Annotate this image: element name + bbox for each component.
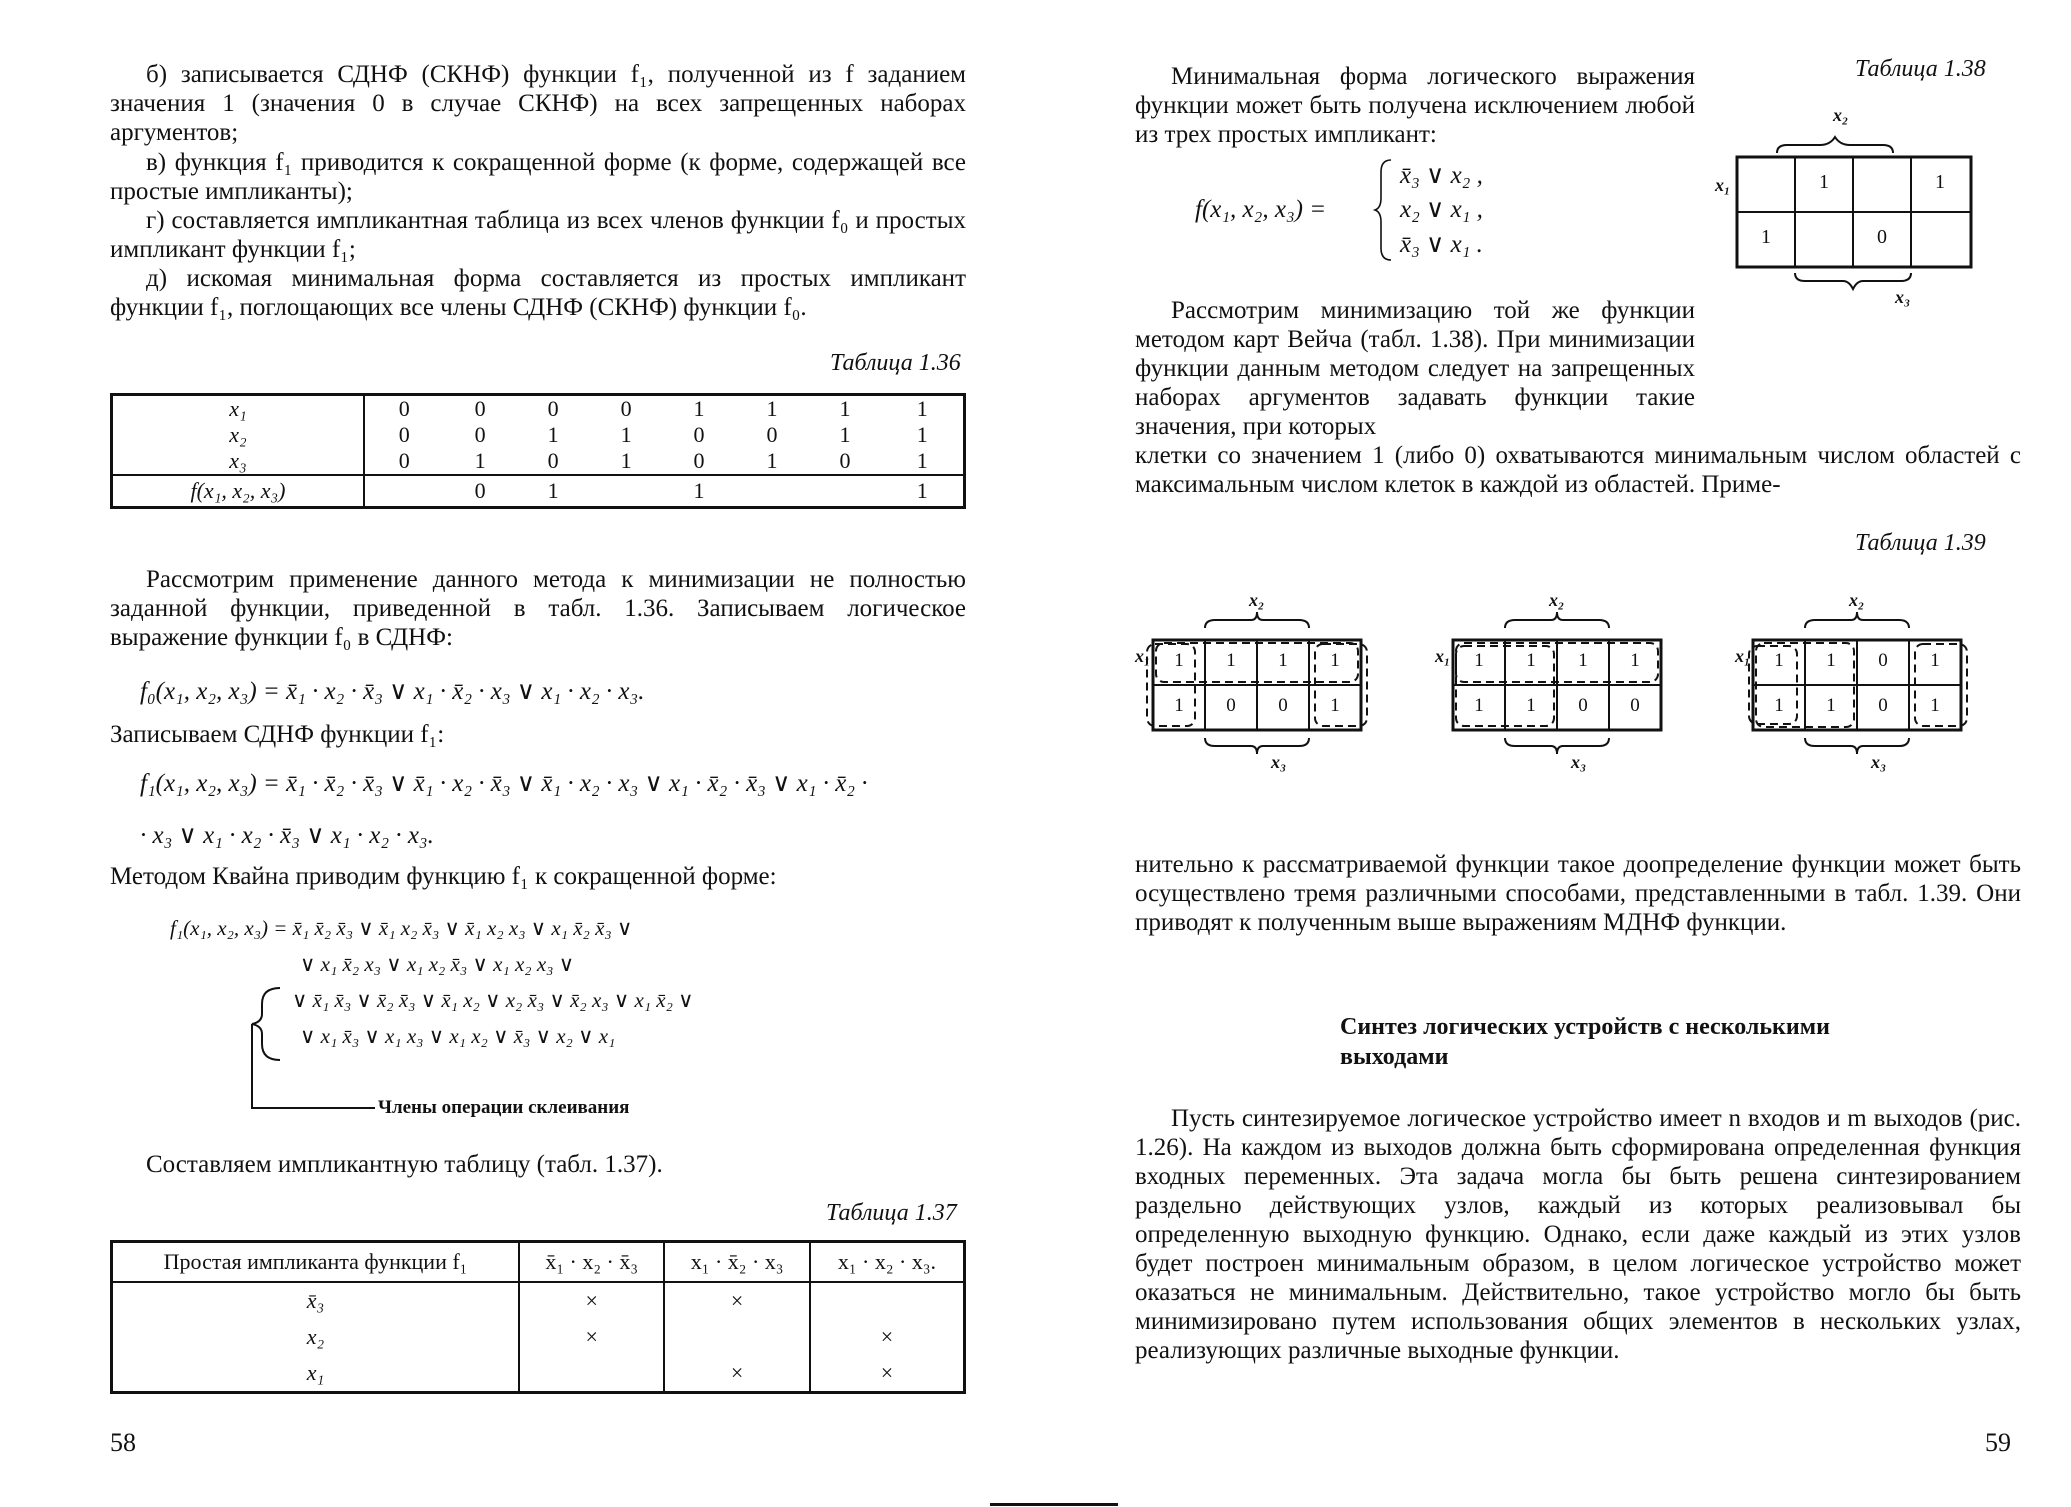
table37-header-cell: x̄₁ · x₂ · x̄₃ <box>519 1242 664 1283</box>
table36-cell: 1 <box>916 422 928 447</box>
truth-table-1-36 <box>110 393 966 509</box>
kmap39-cell: 1 <box>1526 695 1536 716</box>
kmap39-x3-label: x₃ <box>1871 752 1887 772</box>
table36-cell: 1 <box>474 448 486 473</box>
table36-row-label: x₃ <box>112 448 365 475</box>
table36-cell <box>809 475 882 508</box>
table36-cell: 0 <box>766 422 778 447</box>
paragraph-b: б) записывается СДНФ (СКНФ) функции f₁, полученной из f заданием значения 1 (значения 0 в случае СКНФ) на всех запрещенных наборах аргументов; <box>110 61 966 146</box>
table37-mark: × <box>810 1355 965 1393</box>
kmap-1-39-1 <box>1135 590 1425 790</box>
quine-line1: f₁(x₁, x₂, x₃) = x̄₁ x̄₂ x̄₃ ∨ x̄₁ x₂ x̄₃ ∨ x̄₁ x₂ x₃ ∨ x₁ x̄₂ x̄₃ ∨ <box>170 916 633 940</box>
table37-header-cell: Простая импликанта функции f₁ <box>112 1242 520 1283</box>
kmap39-cell: 1 <box>1578 650 1588 671</box>
kmap-1-39-2 <box>1435 590 1725 790</box>
table37-mark: × <box>664 1282 809 1319</box>
paragraph-consider: Рассмотрим применение данного метода к минимизации не полностью заданной функции, приведенной в табл. 1.36. Записываем логическое выражение функции f₀ в СДНФ: <box>110 566 966 651</box>
table36-cell <box>736 475 809 508</box>
gluing-bracket <box>240 984 380 1124</box>
kmap39-cell: 1 <box>1226 650 1236 671</box>
kmap38-x2-label: x₂ <box>1833 105 1849 125</box>
table38-caption: Таблица 1.38 <box>1855 56 1986 82</box>
kmap39-cell: 1 <box>1330 695 1340 716</box>
quine-line4: ∨ x₁ x̄₃ ∨ x₁ x₃ ∨ x₁ x₂ ∨ x̄₃ ∨ x₂ ∨ x₁ <box>300 1024 616 1048</box>
table36-cell: 1 <box>663 475 736 508</box>
table37-row-label: x̄₃ <box>112 1282 520 1319</box>
table36-cell: 0 <box>444 475 517 508</box>
table36-cell: 0 <box>398 422 410 447</box>
kmap39-cell: 0 <box>1578 695 1588 716</box>
table36-cell: 0 <box>474 422 486 447</box>
kmap-1-39-3 <box>1735 590 2025 790</box>
paragraph-d: д) искомая минимальная форма составляется из простых импликант функции f₁, поглощающих все члены СДНФ (СКНФ) функции f₀. <box>110 265 966 321</box>
table37-header-cell: x₁ · x̄₂ · x₃ <box>664 1242 809 1283</box>
table36-cell: 0 <box>547 448 559 473</box>
f-option-3: x̄₃ ∨ x₁ . <box>1400 231 1483 258</box>
table36-cell: 1 <box>620 422 632 447</box>
system-brace <box>1373 158 1393 262</box>
kmap38-cell: 0 <box>1877 226 1887 248</box>
kmap39-cell: 1 <box>1174 695 1184 716</box>
paragraph-sdnf-f1: Записываем СДНФ функции f₁: <box>110 721 445 748</box>
table36-row <box>112 395 965 423</box>
table36-cell: 0 <box>693 448 705 473</box>
table36-cell: 1 <box>517 475 590 508</box>
paragraph-veitch: Рассмотрим минимизацию той же функции методом карт Вейча (табл. 1.38). При минимизации функции данным методом следует на запрещенных наборах аргументов задавать функции такие значения, при которых <box>1135 297 1695 440</box>
table37-mark: × <box>810 1319 965 1355</box>
paragraph-apply: нительно к рассматриваемой функции такое доопределение функции может быть осуществлено тремя различными способами, представленными в табл. 1.39. Они приводят к полученным выше выражениям МДНФ функции. <box>1135 851 2021 936</box>
kmap39-cell: 1 <box>1826 695 1836 716</box>
table36-cell: 0 <box>693 422 705 447</box>
kmap39-cell: 1 <box>1474 650 1484 671</box>
table36-caption: Таблица 1.36 <box>830 350 961 376</box>
quine-line2: ∨ x₁ x̄₂ x₃ ∨ x₁ x₂ x̄₃ ∨ x₁ x₂ x₃ ∨ <box>300 952 575 976</box>
page-number-left: 58 <box>110 1428 136 1457</box>
table36-cell: 1 <box>766 448 778 473</box>
table36-cell: 0 <box>398 396 410 421</box>
kmap39-cell: 1 <box>1526 650 1536 671</box>
kmap39-cell: 1 <box>1474 695 1484 716</box>
f-option-2: x₂ ∨ x₁ , <box>1400 196 1483 223</box>
kmap39-cell: 1 <box>1774 650 1784 671</box>
implicant-table-1-37 <box>110 1240 966 1394</box>
table36-cell: 0 <box>398 448 410 473</box>
kmap39-x2-label: x₂ <box>1849 590 1865 610</box>
kmap39-cell: 0 <box>1630 695 1640 716</box>
page-number-right: 59 <box>1985 1428 2011 1457</box>
section-heading: Синтез логических устройств с несколькими выходами <box>1340 1014 1830 1070</box>
table39-caption: Таблица 1.39 <box>1855 530 1986 556</box>
kmap38-cell: 1 <box>1819 171 1829 193</box>
kmap39-x2-label: x₂ <box>1549 590 1565 610</box>
kmap38-cell: 1 <box>1761 226 1771 248</box>
table37-mark: × <box>664 1355 809 1393</box>
kmap38-x3-label: x₃ <box>1895 287 1911 307</box>
kmap39-cell: 1 <box>1174 650 1184 671</box>
table36-cell: 1 <box>620 448 632 473</box>
paragraph-v: в) функция f₁ приводится к сокращенной форме (к форме, содержащей все простые импликанты); <box>110 149 966 205</box>
table36-row-label: x₂ <box>112 422 365 448</box>
kmap38-cell: 1 <box>1935 171 1945 193</box>
right-page <box>1035 0 2071 1507</box>
kmap39-x1-label: x₁ <box>1435 646 1451 666</box>
formula-f1-line2: · x₃ ∨ x₁ · x₂ · x̄₃ ∨ x₁ · x₂ · x₃. <box>140 822 434 849</box>
table36-cell: 1 <box>693 396 705 421</box>
kmap39-cell: 0 <box>1878 650 1888 671</box>
table37-row-label: x₂ <box>112 1319 520 1355</box>
left-page <box>0 0 1035 1507</box>
table37-row <box>112 1355 965 1393</box>
table36-row-label: x₁ <box>112 395 365 423</box>
paragraph-veitch-cont: клетки со значением 1 (либо 0) охватываются минимальным числом областей с максимальным числом клеток в каждой из областей. Приме- <box>1135 442 2021 498</box>
table37-row <box>112 1282 965 1319</box>
kmap-1-38 <box>1715 105 2025 305</box>
kmap39-cell: 0 <box>1226 695 1236 716</box>
table36-row-label: f(x₁, x₂, x₃) <box>112 475 365 508</box>
quine-line3: ∨ x̄₁ x̄₃ ∨ x̄₂ x̄₃ ∨ x̄₁ x₂ ∨ x₂ x̄₃ ∨ x̄₂ x₃ ∨ x₁ x̄₂ ∨ <box>292 988 694 1012</box>
table36-row <box>112 475 965 508</box>
table36-cell: 1 <box>839 422 851 447</box>
table37-mark: × <box>519 1282 664 1319</box>
table37-mark: × <box>519 1319 664 1355</box>
kmap39-x1-label: x₁ <box>1135 646 1151 666</box>
kmap39-cell: 0 <box>1278 695 1288 716</box>
table36-cell: 1 <box>916 396 928 421</box>
kmap39-cell: 1 <box>1826 650 1836 671</box>
table36-cell: 1 <box>882 475 965 508</box>
table37-mark <box>664 1319 809 1355</box>
table36-cell: 0 <box>547 396 559 421</box>
table36-cell <box>590 475 663 508</box>
paragraph-synthesis: Пусть синтезируемое логическое устройство имеет n входов и m выходов (рис. 1.26). На каждом из выходов должна быть сформирована определенная функция входных переменных. Эта задача могла бы быть решена синтезированием раздельно действующих узлов, каждый из которых реализовывал бы определенную выходную функцию. Однако, если даже каждый из этих узлов будет построен минимальным образом, в целом логическое устройство может оказаться не минимальным. Действительно, такое устройство могло бы быть минимизировано путем использования общих элементов в нескольких узлах, реализующих различные выходные функции. <box>1135 1105 2021 1364</box>
kmap39-cell: 1 <box>1278 650 1288 671</box>
gluing-note: Члены операции склеивания <box>378 1097 630 1118</box>
table37-mark <box>810 1282 965 1319</box>
kmap39-x2-label: x₂ <box>1249 590 1265 610</box>
table37-row-label: x₁ <box>112 1355 520 1393</box>
table37-row <box>112 1319 965 1355</box>
table36-cell: 0 <box>839 448 851 473</box>
table36-cell: 1 <box>916 448 928 473</box>
kmap39-cell: 0 <box>1878 695 1888 716</box>
kmap39-x1-label: x₁ <box>1735 646 1751 666</box>
kmap39-x3-label: x₃ <box>1271 752 1287 772</box>
formula-f1-line1: f₁(x₁, x₂, x₃) = x̄₁ · x̄₂ · x̄₃ ∨ x̄₁ · x₂ · x̄₃ ∨ x̄₁ · x₂ · x₃ ∨ x₁ · x̄₂ · x̄₃ ∨ x₁ · x̄₂ · <box>140 770 868 797</box>
bottom-rule <box>990 1503 1118 1506</box>
table37-mark <box>519 1355 664 1393</box>
table36-row <box>112 422 965 448</box>
kmap38-x1-label: x₁ <box>1715 175 1731 195</box>
kmap39-cell: 1 <box>1930 695 1940 716</box>
table36-cell: 0 <box>620 396 632 421</box>
f-option-1: x̄₃ ∨ x₂ , <box>1400 162 1483 189</box>
table36-cell: 1 <box>839 396 851 421</box>
kmap39-cell: 1 <box>1930 650 1940 671</box>
table36-cell <box>364 475 444 508</box>
table36-cell: 0 <box>474 396 486 421</box>
kmap39-x3-label: x₃ <box>1571 752 1587 772</box>
table37-caption: Таблица 1.37 <box>826 1200 957 1226</box>
table36-cell: 1 <box>766 396 778 421</box>
paragraph-min-form: Минимальная форма логического выражения функции может быть получена исключением любой из трех простых импликант: <box>1135 63 1695 148</box>
kmap39-cell: 1 <box>1774 695 1784 716</box>
formula-f0: f₀(x₁, x₂, x₃) = x̄₁ · x₂ · x̄₃ ∨ x₁ · x̄₂ · x₃ ∨ x₁ · x₂ · x₃. <box>140 678 645 705</box>
table37-header-cell: x₁ · x₂ · x₃. <box>810 1242 965 1283</box>
kmap39-cell: 1 <box>1630 650 1640 671</box>
table36-cell: 1 <box>547 422 559 447</box>
paragraph-g: г) составляется импликантная таблица из всех членов функции f₀ и простых импликант функции f₁; <box>110 207 966 263</box>
kmap39-cell: 1 <box>1330 650 1340 671</box>
table36-row <box>112 448 965 475</box>
paragraph-compose: Составляем импликантную таблицу (табл. 1.37). <box>146 1151 663 1178</box>
paragraph-quine: Методом Квайна приводим функцию f₁ к сокращенной форме: <box>110 863 777 890</box>
f-lhs: f(x₁, x₂, x₃) = <box>1195 196 1327 223</box>
